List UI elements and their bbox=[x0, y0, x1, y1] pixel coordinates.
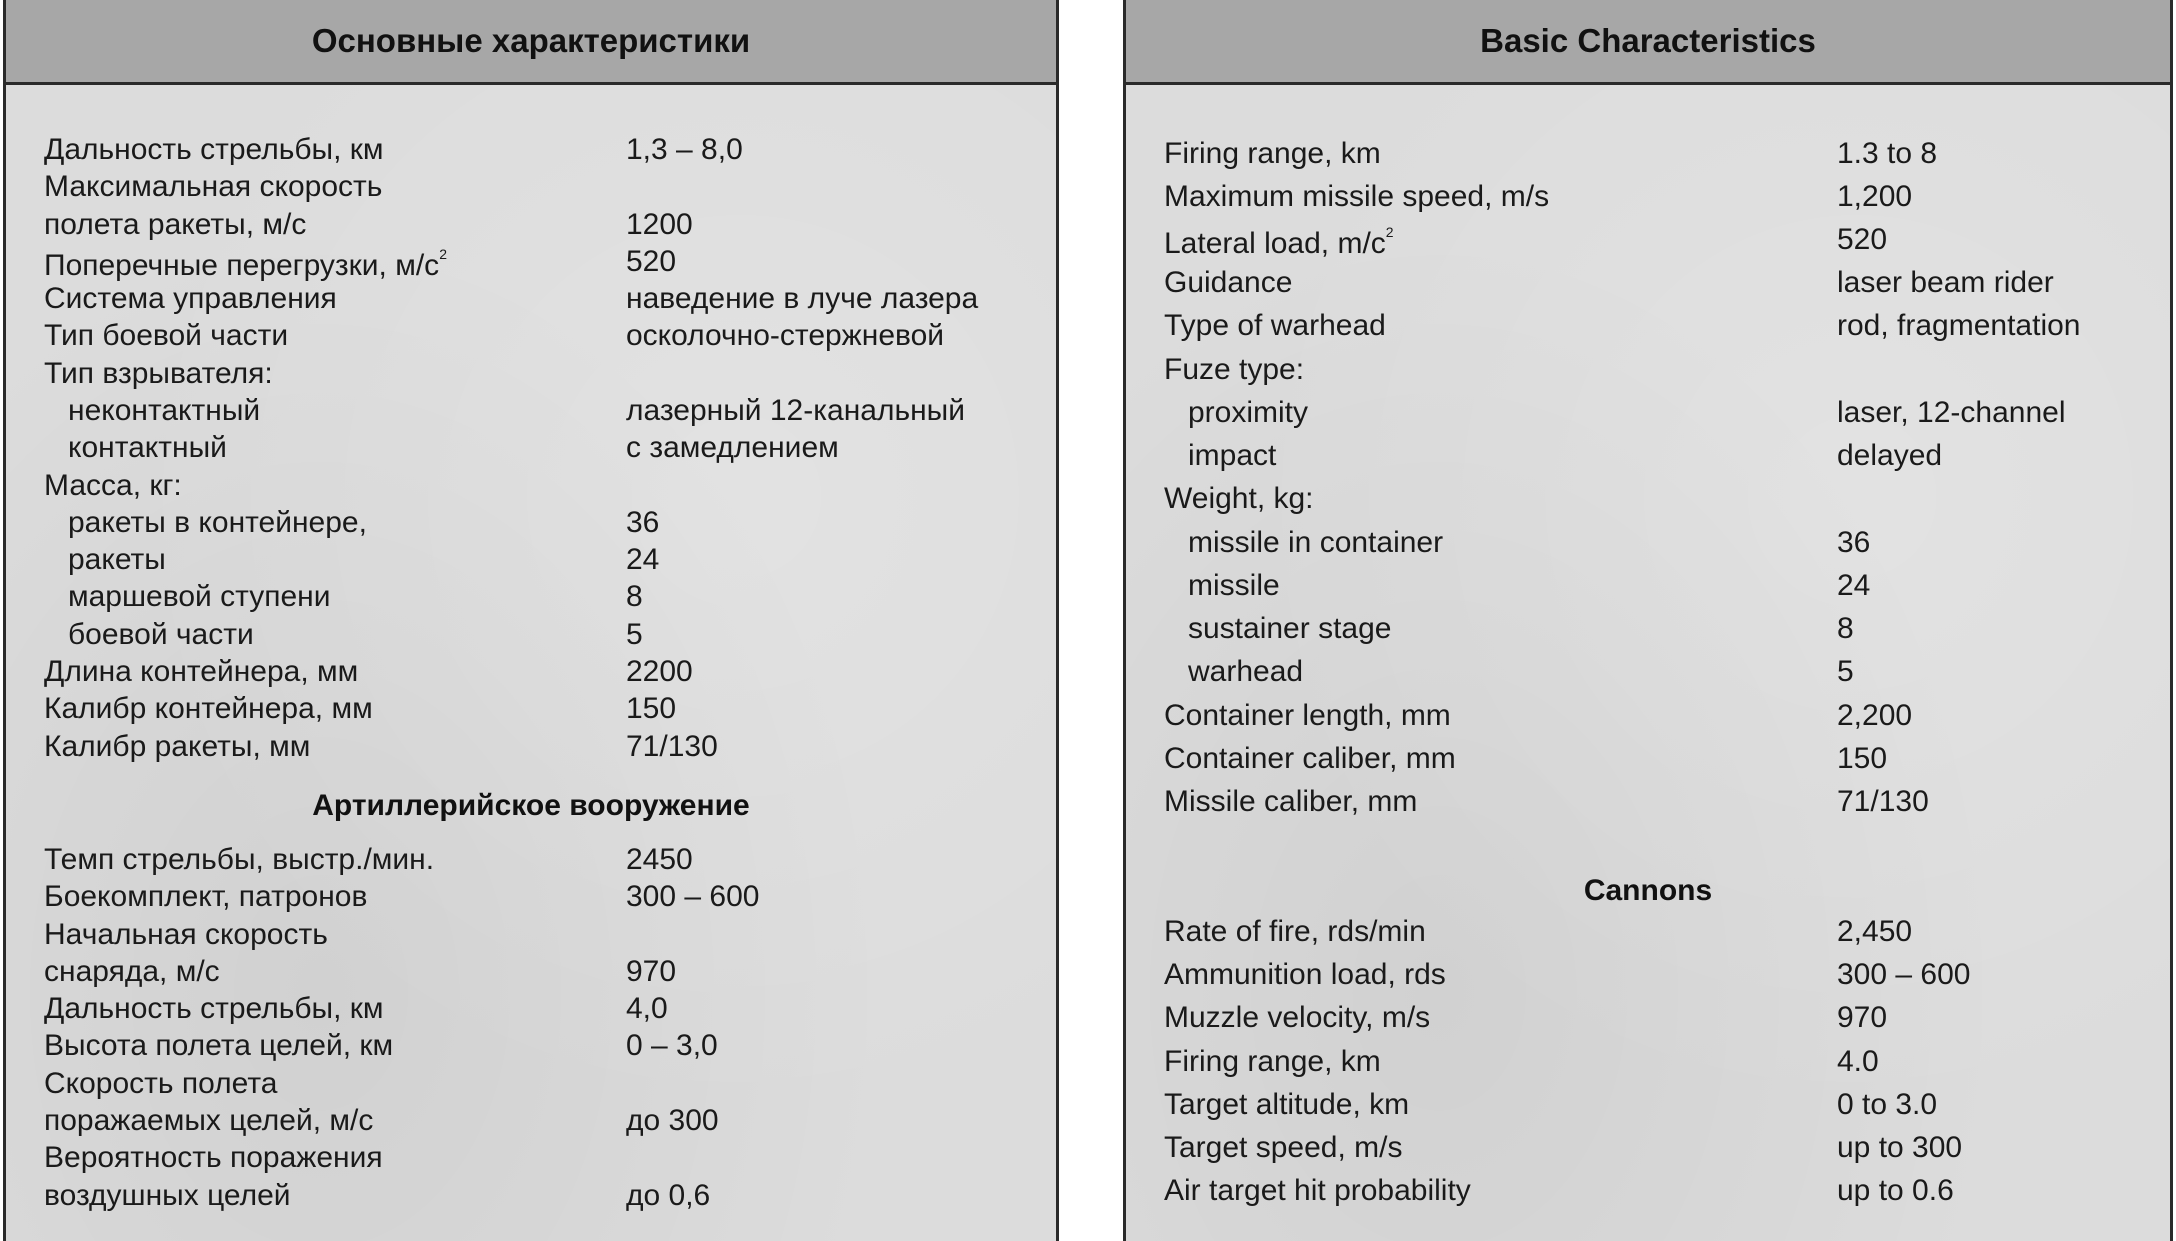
artillery-subheading: Артиллерийское вооружение bbox=[312, 789, 750, 822]
cannons-subheading: Cannons bbox=[1583, 874, 1713, 907]
russian-characteristics-panel: Основные характеристики Дальность стрельбы, км 1,3 – 8,0 Максимальная скорость полета ракеты, м/с 1200 Поперечные перегрузки, $м/с^2$ 520 Система управления наведение в луче лазера Тип боевой части осколочно-стержневой Тип взрывателя: неконтактный лазерный 12-канальный контактный с замедлением Масса, кг: ракеты в контейнере, 36 ракеты 24 маршевой ступени 8 боевой части 5 Длина контейнера, мм 2200 Калибр контейнера, мм 150 Калибр ракеты, мм 71/130 Артиллерийское вооружение Темп стрельбы, выстр./мин. 2450 Боекомплект, патронов 300 – 600 Начальная скорость снаряда, м/с 970 Дальность стрельбы, км 4,0 Высота полета целей, км 0 – 3,0 Скорость полета поражаемых целей, м/с до 300 Вероятность поражения воздушных целей до 0,6 bbox=[3, 0, 1059, 1241]
russian-panel-title: Основные характеристики bbox=[6, 0, 1056, 85]
english-characteristics-panel: Basic Characteristics Firing range, km 1.3 to 8 Maximum missile speed, m/s 1,200 Lateral load, $m/c^2$ 520 Guidance laser beam rider Type of warhead rod, fragmentation Fuze type: proximity laser, 12-channel impact delayed Weight, kg: missile in container 36 missile 24 sustainer stage 8 warhead 5 Container length, mm 2,200 Container caliber, mm 150 Missile caliber, mm 71/130 Cannons Rate of fire, rds/min 2,450 Ammunition load, rds 300 – 600 Muzzle velocity, m/s 970 Firing range, km 4.0 Target altitude, km 0 to 3.0 Target speed, m/s up to 300 Air target hit probability up to 0.6 bbox=[1123, 0, 2173, 1241]
english-panel-title: Basic Characteristics bbox=[1126, 0, 2170, 85]
